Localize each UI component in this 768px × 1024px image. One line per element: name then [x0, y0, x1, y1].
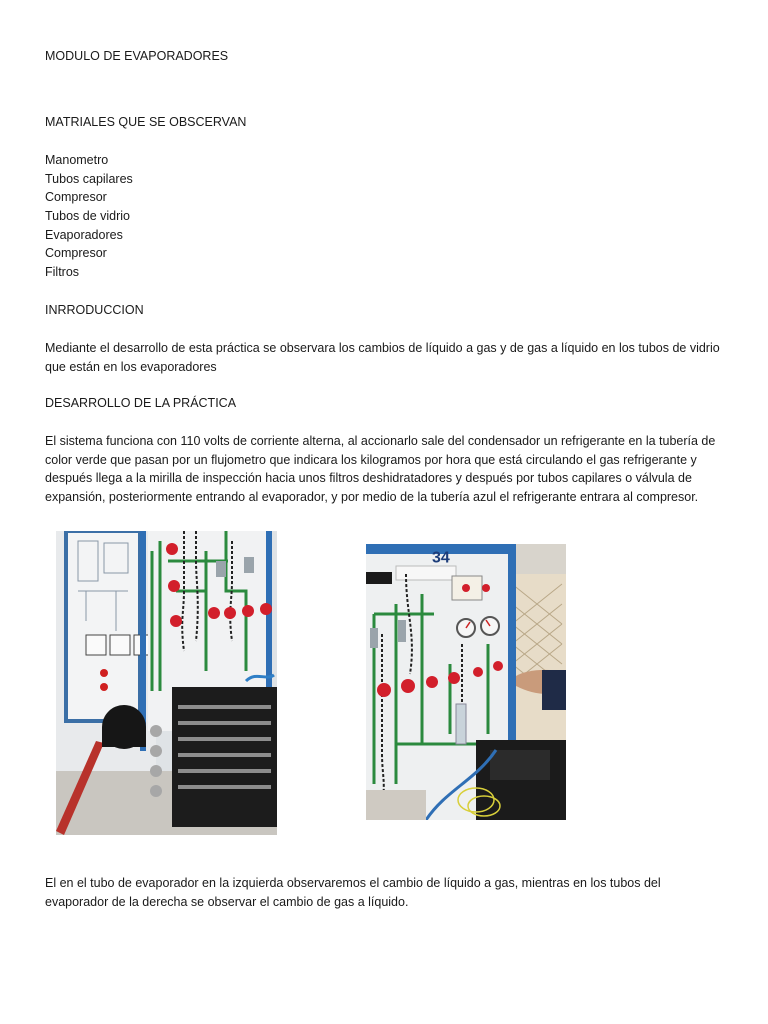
materials-heading: MATRIALES QUE SE OBSCERVAN [45, 115, 247, 129]
material-item: Evaporadores [45, 228, 123, 242]
panel-number-label: 34 [432, 549, 450, 567]
material-item: Manometro [45, 153, 109, 167]
material-item: Tubos capilares [45, 172, 133, 186]
conclusion-paragraph: El en el tubo de evaporador en la izquierda observaremos el cambio de líquido a gas, mientras en los tubos del evaporador de la derecha se observar el cambio de gas a líquido. [45, 876, 661, 909]
development-heading: DESARROLLO DE LA PRÁCTICA [45, 396, 237, 410]
photo-left-training-panel [56, 531, 277, 835]
material-item: Compresor [45, 190, 107, 204]
development-paragraph: El sistema funciona con 110 volts de corriente alterna, al accionarlo sale del condensador un refrigerante en la tubería de color verde que pasan por un flujometro que indicara los kilogramos por hora que está circulando el gas refrigerante y después llega a la mirilla de inspección hacia unos filtros deshidratadores y después por tubos capilares o válvula de expansión, posteriormente entrando al evaporador, y por medio de la tubería azul el refrigerante entrara al compresor. [45, 434, 716, 504]
material-item: Tubos de vidrio [45, 209, 130, 223]
material-item: Filtros [45, 265, 80, 279]
intro-heading: INRRODUCCION [45, 303, 144, 317]
material-item: Compresor [45, 246, 107, 260]
intro-paragraph: Mediante el desarrollo de esta práctica se observara los cambios de líquido a gas y de gas a líquido en los tubos de vidrio que están en los evaporadores [45, 341, 720, 374]
document-title: MODULO DE EVAPORADORES [45, 49, 229, 63]
photo-right-training-panel [366, 544, 566, 820]
